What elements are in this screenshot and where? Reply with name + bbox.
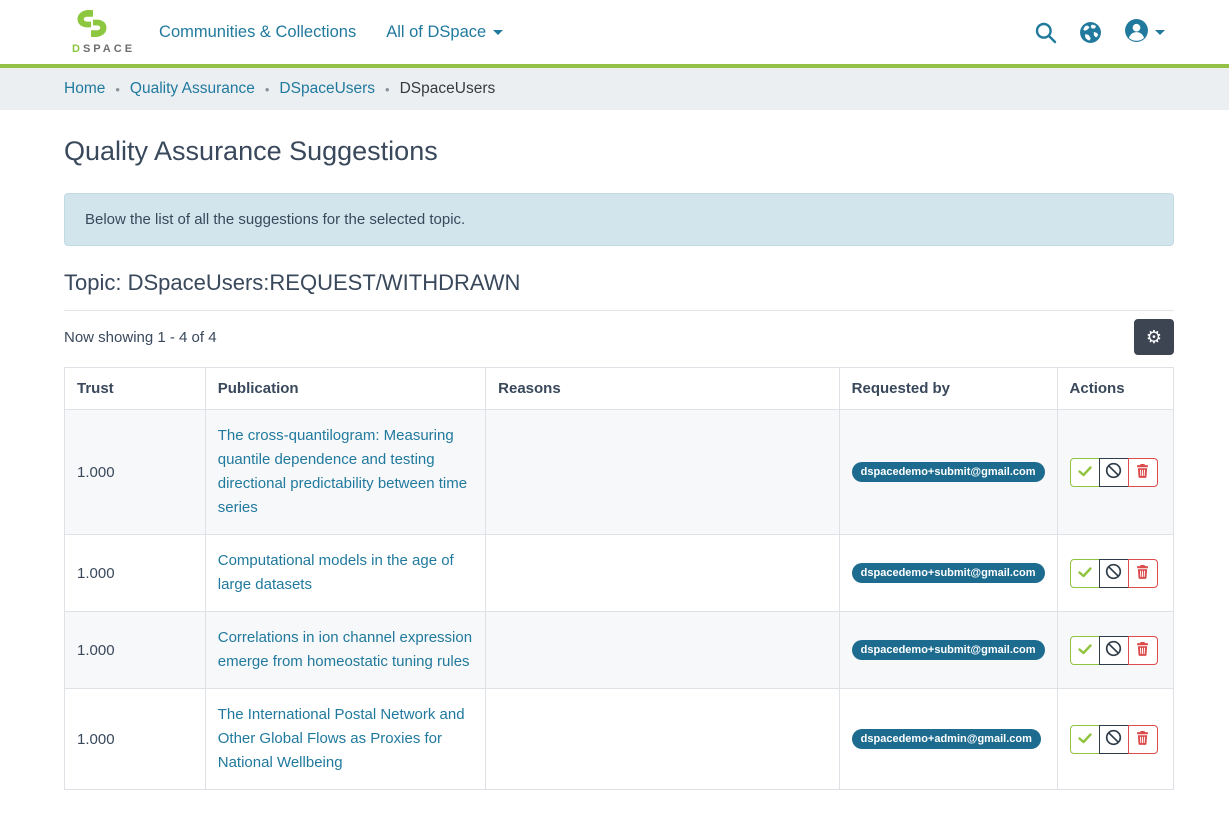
results-toolbar <box>64 319 1174 355</box>
ignore-button[interactable] <box>1099 559 1129 588</box>
requested-by-cell <box>839 535 1057 612</box>
table-row <box>65 612 1174 689</box>
publication-cell <box>205 535 485 612</box>
actions-button-group <box>1070 636 1158 665</box>
suggestions-table-body <box>65 410 1174 790</box>
actions-button-group <box>1070 725 1158 754</box>
page-title: Quality Assurance Suggestions <box>64 136 438 166</box>
requested-by-badge: dspacedemo+admin@gmail.com <box>852 729 1041 749</box>
publication-link[interactable]: Correlations in ion channel expression emerge from homeostatic tuning rules <box>217 629 473 670</box>
main-nav <box>159 23 503 42</box>
trust-value: 1.000 <box>77 564 115 582</box>
publication-link[interactable]: Computational models in the age of large datasets <box>217 552 454 593</box>
breadcrumb-separator: • <box>115 81 120 97</box>
ignore-button[interactable] <box>1099 458 1129 487</box>
ban-icon <box>1105 462 1122 482</box>
trust-value: 1.000 <box>77 463 115 481</box>
breadcrumb-dspaceusers[interactable]: DSpaceUsers <box>279 80 376 97</box>
breadcrumb-home[interactable]: Home <box>64 80 106 97</box>
publication-cell <box>205 689 485 790</box>
trash-icon <box>1136 464 1149 481</box>
trash-icon <box>1136 565 1149 582</box>
column-header-reasons: Reasons <box>486 368 840 410</box>
table-row <box>65 689 1174 790</box>
approve-button[interactable] <box>1070 725 1100 754</box>
trust-cell <box>65 689 206 790</box>
divider <box>64 310 1174 311</box>
requested-by-cell <box>839 410 1057 535</box>
dspace-logo[interactable] <box>72 9 135 55</box>
requested-by-badge: dspacedemo+submit@gmail.com <box>852 640 1045 660</box>
nav-all-of-dspace-label: All of DSpace <box>386 22 487 41</box>
delete-button[interactable] <box>1128 636 1158 665</box>
actions-button-group <box>1070 458 1158 487</box>
breadcrumb <box>64 80 1165 98</box>
trust-cell <box>65 612 206 689</box>
dspace-logo-icon <box>72 9 112 42</box>
settings-gear-button[interactable] <box>1134 319 1174 355</box>
topic-heading: Topic: DSpaceUsers:REQUEST/WITHDRAWN <box>64 270 521 295</box>
column-header-trust: Trust <box>65 368 206 410</box>
check-icon <box>1077 641 1093 660</box>
trust-value: 1.000 <box>77 730 115 748</box>
publication-cell <box>205 410 485 535</box>
suggestions-table <box>64 367 1174 790</box>
table-header-row <box>65 368 1174 410</box>
trash-icon <box>1136 731 1149 748</box>
requested-by-badge: dspacedemo+submit@gmail.com <box>852 462 1045 482</box>
main-content <box>64 136 1174 790</box>
column-header-requested-by: Requested by <box>839 368 1057 410</box>
actions-button-group <box>1070 559 1158 588</box>
trust-cell <box>65 535 206 612</box>
publication-link[interactable]: The International Postal Network and Other Global Flows as Proxies for National Wellbeing <box>217 706 465 771</box>
gear-icon: ⚙ <box>1145 327 1163 347</box>
requested-by-badge: dspacedemo+submit@gmail.com <box>852 563 1045 583</box>
requested-by-cell <box>839 689 1057 790</box>
ignore-button[interactable] <box>1099 725 1129 754</box>
publication-cell <box>205 612 485 689</box>
delete-button[interactable] <box>1128 458 1158 487</box>
ban-icon <box>1105 729 1122 749</box>
nav-communities-collections[interactable]: Communities & Collections <box>159 22 357 41</box>
reasons-cell <box>486 612 840 689</box>
reasons-cell <box>486 535 840 612</box>
navbar-icons <box>1034 18 1165 46</box>
column-header-actions: Actions <box>1057 368 1173 410</box>
check-icon <box>1077 463 1093 482</box>
info-alert: Below the list of all the suggestions for the selected topic. <box>64 193 1174 246</box>
trust-cell <box>65 410 206 535</box>
dspace-logo-text: DSPACE <box>72 43 136 55</box>
chevron-down-icon <box>493 30 503 35</box>
actions-cell <box>1057 689 1173 790</box>
reasons-cell <box>486 410 840 535</box>
ignore-button[interactable] <box>1099 636 1129 665</box>
top-navbar <box>0 0 1229 68</box>
breadcrumb-current: DSpaceUsers <box>399 80 496 97</box>
table-row <box>65 410 1174 535</box>
ban-icon <box>1105 640 1122 660</box>
check-icon <box>1077 564 1093 583</box>
approve-button[interactable] <box>1070 458 1100 487</box>
actions-cell <box>1057 612 1173 689</box>
column-header-publication: Publication <box>205 368 485 410</box>
results-count: Now showing 1 - 4 of 4 <box>64 328 217 346</box>
table-row <box>65 535 1174 612</box>
globe-icon[interactable] <box>1079 21 1102 44</box>
ban-icon <box>1105 563 1122 583</box>
delete-button[interactable] <box>1128 559 1158 588</box>
publication-link[interactable]: The cross-quantilogram: Measuring quantile dependence and testing directional predictability between time series <box>217 427 468 516</box>
approve-button[interactable] <box>1070 559 1100 588</box>
actions-cell <box>1057 535 1173 612</box>
trash-icon <box>1136 642 1149 659</box>
trust-value: 1.000 <box>77 641 115 659</box>
reasons-cell <box>486 689 840 790</box>
breadcrumb-separator: • <box>385 81 390 97</box>
check-icon <box>1077 730 1093 749</box>
delete-button[interactable] <box>1128 725 1158 754</box>
search-icon[interactable] <box>1034 21 1057 44</box>
nav-all-of-dspace[interactable] <box>386 23 503 42</box>
approve-button[interactable] <box>1070 636 1100 665</box>
chevron-down-icon <box>1155 30 1165 35</box>
actions-cell <box>1057 410 1173 535</box>
requested-by-cell <box>839 612 1057 689</box>
breadcrumb-separator: • <box>264 81 270 97</box>
breadcrumb-quality-assurance[interactable]: Quality Assurance <box>129 80 255 97</box>
user-menu[interactable] <box>1124 18 1165 46</box>
user-icon <box>1124 18 1149 46</box>
breadcrumb-bar <box>0 68 1229 110</box>
